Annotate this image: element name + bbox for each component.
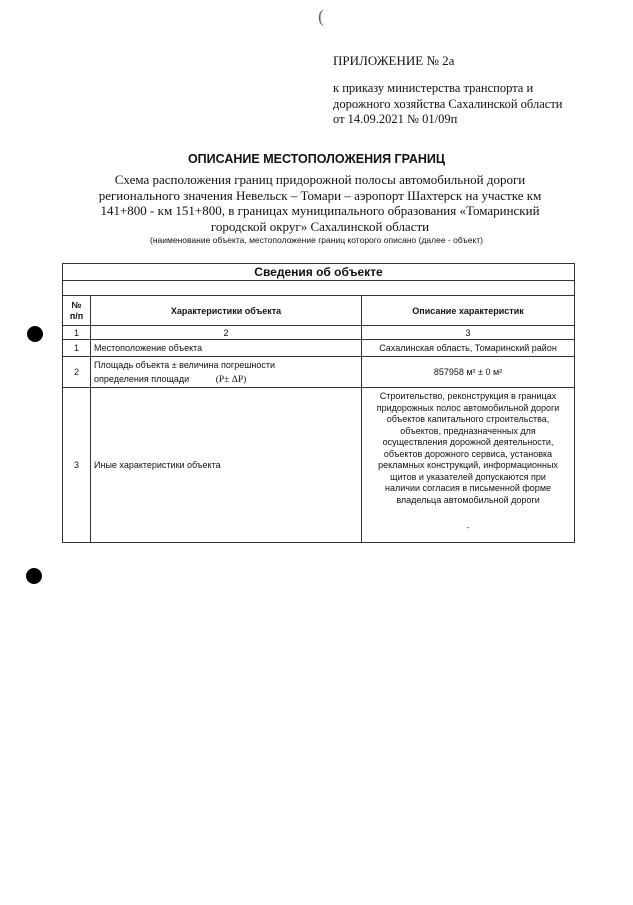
table-index-row [63, 326, 575, 340]
row-characteristic: Иные характеристики объекта [91, 388, 362, 543]
order-line: дорожного хозяйства Сахалинской области [333, 96, 563, 111]
index-cell: 3 [362, 326, 575, 340]
header-num-line: № [71, 299, 82, 310]
description-line: рекламных конструкций, информационных [378, 460, 558, 470]
table-spacer-cell [63, 281, 575, 296]
table-header-row [63, 296, 575, 326]
description-line: наличии согласия в письменной форме [385, 483, 552, 493]
row-description: Сахалинская область, Томаринский район [362, 340, 575, 357]
row-num: 1 [63, 340, 91, 357]
table-row [63, 357, 575, 388]
row-characteristic: Местоположение объекта [91, 340, 362, 357]
description-line: объектов капитального строительства, [386, 414, 550, 424]
object-info-table [62, 263, 575, 543]
characteristic-text: определения площади [94, 373, 190, 384]
header-description: Описание характеристик [362, 296, 575, 326]
order-line: от 14.09.2021 № 01/09п [333, 112, 458, 126]
header-characteristics: Характеристики объекта [91, 296, 362, 326]
description-line: объектов, предназначенных для [400, 425, 536, 436]
scheme-description [70, 172, 570, 234]
punch-hole-icon [27, 326, 43, 342]
document-title: ОПИСАНИЕ МЕСТОПОЛОЖЕНИЯ ГРАНИЦ [187, 152, 446, 166]
description-line: объектов дорожного сервиса, установка [383, 448, 553, 459]
index-cell: 2 [91, 326, 362, 340]
scheme-line: 141+800 - км 151+800, в границах муниципального образования «Томаринский [100, 203, 540, 218]
description-line: осуществления дорожной деятельности, [382, 437, 554, 447]
order-line: к приказу министерства транспорта и [333, 81, 534, 95]
appendix-heading: ПРИЛОЖЕНИЕ № 2а [333, 53, 455, 68]
description-line: владельца автомобильной дороги [396, 494, 540, 505]
stray-mark: - [467, 523, 470, 532]
scheme-line: регионального значения Невельск – Томари – аэропорт Шахтерск на участке км [98, 187, 542, 203]
scheme-line: городской округ» Сахалинской области [210, 218, 430, 234]
area-formula: (P± ΔP) [215, 374, 247, 385]
table-row [63, 340, 575, 357]
scheme-line: Схема расположения границ придорожной полосы автомобильной дороги [114, 172, 526, 187]
characteristic-line [94, 372, 358, 387]
row-description: 857958 м² ± 0 м² [362, 357, 575, 388]
table-row [63, 388, 575, 543]
table-spacer-row [63, 281, 575, 296]
description-line: придорожных полос автомобильной дороги [376, 402, 560, 413]
row-num: 3 [63, 388, 91, 543]
object-note: (наименование объекта, местоположение границ которого описано (далее - объект) [150, 235, 483, 245]
description-line: щитов и указателей допускаются при [390, 471, 546, 482]
row-description [362, 388, 575, 543]
handwritten-mark: ( [318, 6, 324, 26]
index-cell: 1 [63, 326, 91, 340]
row-characteristic [91, 357, 362, 388]
header-num [63, 296, 91, 326]
row-num: 2 [63, 357, 91, 388]
order-reference [333, 81, 623, 128]
table-caption: Сведения об объекте [63, 264, 575, 281]
table-caption-row [63, 264, 575, 281]
description-line: Строительство, реконструкция в границах [379, 391, 557, 401]
characteristic-line: Площадь объекта ± величина погрешности [94, 359, 276, 370]
header-num-line: п/п [69, 310, 84, 321]
punch-hole-icon [26, 568, 42, 584]
